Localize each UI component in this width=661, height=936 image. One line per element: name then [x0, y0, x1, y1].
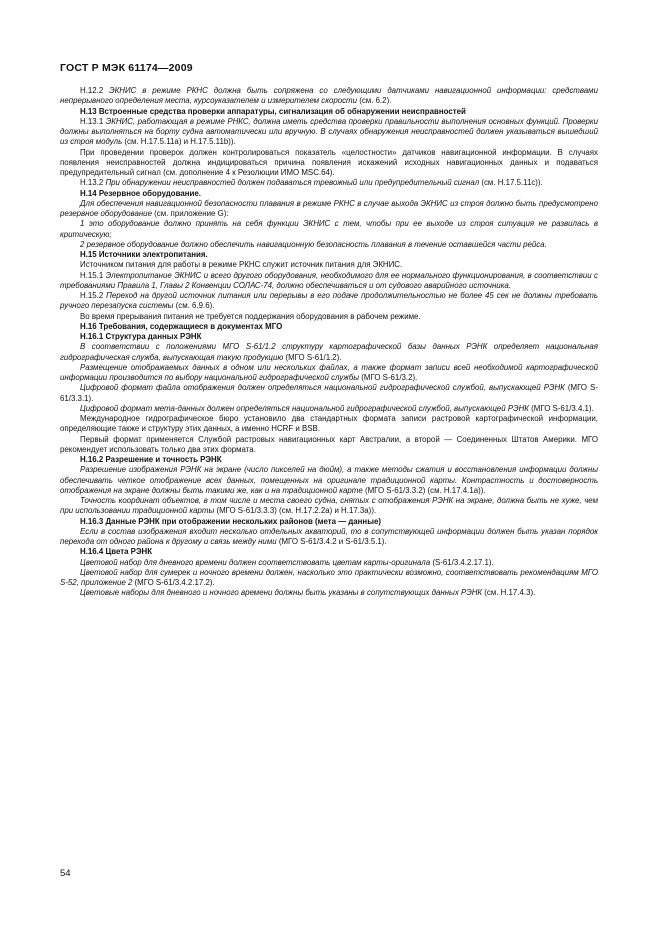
section-heading: Н.16.1 Структура данных РЭНК [80, 332, 202, 341]
section-heading: Н.15 Источники электропитания. [80, 250, 208, 259]
text-run: (МГО S-61/3.4.2 и S-61/3.5.1). [276, 537, 387, 546]
italic-text: Точность координат объектов, в том числе и места своего судна, снятых с отображения РЭНК на экране, должна быть не хуже, чем при использовании традиционной карты [60, 496, 598, 516]
text-run: (МГО S-61/3.3.1). [60, 383, 598, 403]
text-run: (МГО S-61/3.4.2.17.2). [132, 578, 215, 587]
text-run: Международное гидрографическое бюро установило два стандартных формата записи растровой картографической информации, определяющие также и структуру этих данных, а именно HCRF и BSB. [60, 414, 598, 434]
paragraph [60, 414, 598, 435]
paragraph [60, 148, 598, 179]
italic-text: Цветовые наборы для дневного и ночного времени должны быть указаны в сопутствующих данных РЭНК [80, 588, 483, 598]
paragraph [60, 291, 598, 312]
page-number: 54 [60, 868, 71, 879]
italic-text: 1 это оборудование должно принять на себя функции ЭКНИС с тем, чтобы при ее выходе из строя ситуация не развилась в критическую; [60, 219, 598, 239]
paragraph [60, 568, 598, 589]
italic-text: 2 резервное оборудование должно обеспечить навигационную безопасность плавания в течение оставшейся части рейса. [80, 239, 547, 249]
text-run: (см. Н.17.5.11а) и Н.17.5.11b)). [122, 137, 236, 147]
paragraph [60, 178, 598, 188]
text-run: Н.13.2 [80, 178, 106, 188]
section-heading: Н.14 Резервное оборудование. [80, 188, 201, 198]
paragraph [60, 117, 598, 148]
italic-text: Разрешение изображения РЭНК на экране (число пикселей на дюйм), а также методы сжатия и восстановления информации должны обеспечивать четкое отображение всех данных, помещенных на оригинале традиционной карты. Контрастность и достоверность отображения на экране должны быть такими же, как и на традиционной карте [60, 465, 598, 495]
paragraph [60, 219, 598, 240]
text-run: Н.15.1 [80, 270, 106, 280]
text-run: При проведении проверок должен контролироваться показатель «целостности» датчиков навигационной информации. В случаях появления неисправностей должна индицироваться причина появления искажений исходных навигационных данных и подаваться предупредительный сигнал (см. дополнение 4 к Резолюции ИМО MSC.64). [60, 147, 598, 177]
italic-text: В соответствии с положениями МГО S-61/1.2 структуру картографической базы данных РЭНК определяет национальная гидрографическая служба, выпускающая такую продукцию [60, 342, 598, 362]
italic-text: При обнаружении неисправностей должен подаваться тревожный или предупредительный сигнал [105, 178, 480, 188]
text-run: (МГО S-61/1.2). [283, 352, 342, 362]
running-header: ГОСТ Р МЭК 61174—2009 [60, 62, 193, 74]
section-heading: Н.13 Встроенные средства проверки аппаратуры, сигнализация об обнаружении неисправностей [80, 106, 466, 116]
section-heading: Н.16 Требования, содержащиеся в документах МГО [80, 321, 283, 331]
italic-text: Цифровой формат мета-данных должен определяться национальной гидрографической службой, выпускающей РЭНК [80, 403, 529, 413]
paragraph [60, 199, 598, 220]
italic-text: Электропитание ЭКНИС и всего другого оборудования, необходимого для ее нормального функционирования, в соответствии с требованиями Правила 1, Главы 2 Конвенции СОЛАС-74, должно обеспечиваться и от судового аварийного источника. [60, 270, 598, 290]
paragraph [60, 383, 598, 404]
italic-text: Переход на другой источник питания или перерывы в его подаче продолжительностью не более 45 сек не должны требовать ручного перезапуска системы [60, 291, 598, 311]
italic-text: Если в состав изображения входит несколько отдельных акваторий, то в сопутствующей информации должен быть указан порядок перехода от одного района к другому и связь между ними [60, 526, 598, 546]
text-run: Во время прерывания питания не требуется поддержания оборудования в рабочем режиме. [80, 311, 421, 321]
paragraph [60, 496, 598, 517]
italic-text: Цифровой формат файла отображения должен определяться национальной гидрографической службой, выпускающей РЭНК [80, 383, 565, 393]
paragraph [60, 260, 598, 270]
section-heading: Н.16.4 Цвета РЭНК [80, 547, 153, 557]
italic-text: Цветовой набор для сумерек и ночного времени должен, насколько это практически возможно, соответствовать рекомендациям МГО S-52, приложение 2 [60, 567, 598, 587]
text-run: (МГО S-61/3.2). [359, 373, 418, 382]
text-run: Н.12.2 [80, 86, 110, 95]
text-run: (см. Н.17.5.11с)). [479, 178, 543, 188]
section-heading: Н.16.3 Данные РЭНК при отображении нескольких районов (мета — данные) [80, 516, 381, 526]
italic-text: Для обеспечения навигационной безопасности плавания в режиме РКНС в случае выхода ЭКНИС из строя должно быть предусмотрено резервное оборудование [60, 198, 598, 218]
paragraph [60, 342, 598, 363]
text-run: (S-61/3.4.2.17.1). [430, 557, 494, 567]
text-run: Источником питания для работы в режиме РКНС служит источник питания для ЭКНИС. [80, 260, 403, 270]
paragraph [60, 86, 598, 107]
text-run: (см. 6.2). [357, 96, 392, 106]
text-run: (МГО S-61/3.4.1). [528, 403, 594, 413]
italic-text: Цветовой набор для дневного времени должен соответствовать цветам карты-оригинала [80, 557, 431, 567]
paragraph [60, 271, 598, 292]
text-run: (МГО S-61/3.3.3) (см. Н.17.2.2а) и Н.17.3а)). [214, 506, 377, 516]
paragraph [60, 527, 598, 548]
section-heading: Н.16.2 Разрешение и точность РЭНК [80, 455, 222, 464]
text-run: (МГО S-61/3.3.2) (см. Н.17.4.1а)). [362, 485, 486, 495]
italic-text: ЭКНИС в режиме РКНС должна быть сопряжена со следующими датчиками навигационной информации: средствами непрерывного определения места, курсоуказателем и измерителем скорости [60, 86, 598, 106]
document-body [60, 86, 598, 599]
paragraph [60, 558, 598, 568]
paragraph [60, 363, 598, 384]
paragraph [60, 404, 598, 414]
paragraph [60, 465, 598, 496]
text-run: Н.15.2 [80, 291, 107, 300]
paragraph [60, 240, 598, 250]
paragraph [60, 435, 598, 456]
text-run: Н.13.1 [80, 116, 106, 126]
paragraph [60, 588, 598, 598]
text-run: (см. приложение G): [151, 209, 229, 218]
text-run: (см. 6.9.6). [173, 301, 215, 311]
italic-text: ЭКНИС, работающая в режиме РНКС, должна иметь средства проверки правильности выполнения основных функций. Проверки должны выполняться на борту судна автоматически или вручную. В случаях обнаружения неисправностей должен указываться вышедший из строя модуль [60, 116, 598, 147]
italic-text: Размещение отображаемых данных в одном или нескольких файлах, а также формат записи всей необходимой картографической информации производится по выбору национальной гидрографической службы [60, 362, 598, 382]
text-run: (см. Н.17.4.3). [482, 588, 536, 598]
paragraph [60, 312, 598, 322]
text-run: Первый формат применяется Службой растровых навигационных карт Австралии, а второй — Соединенных Штатов Америки. МГО рекомендует использовать только два этих формата. [60, 434, 598, 454]
